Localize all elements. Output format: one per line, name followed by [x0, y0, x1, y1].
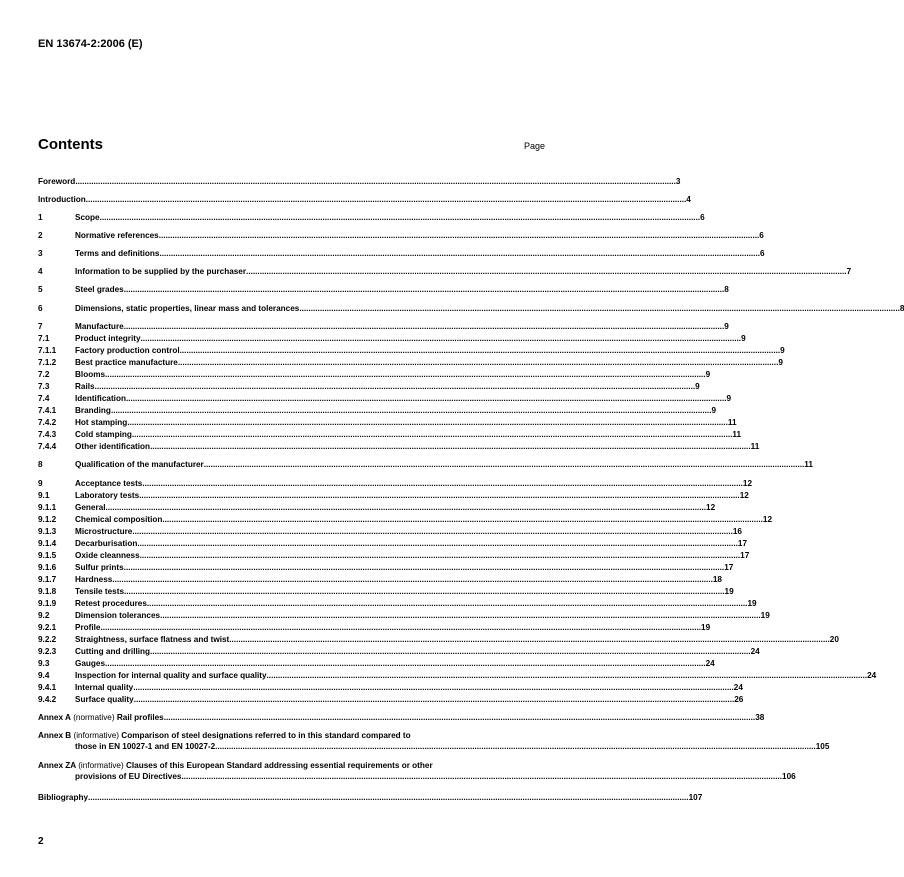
toc-entry-title: Cold stamping [75, 430, 132, 439]
toc-entry-page: 17 [737, 539, 747, 548]
toc-entry-page: 9 [741, 334, 746, 343]
toc-entry-number: 9.1.1 [38, 503, 57, 512]
dot-leader [299, 303, 900, 314]
toc-entry-title: Branding [75, 406, 111, 415]
toc-entry-page: 18 [712, 575, 722, 584]
toc-entry[interactable] [38, 321, 729, 332]
dot-leader [100, 622, 701, 633]
page-number: 2 [38, 836, 44, 847]
toc-entry[interactable] [38, 369, 711, 380]
toc-entry[interactable] [38, 682, 743, 693]
toc-entry-number: 7.2 [38, 370, 50, 379]
toc-entry-page: 19 [724, 587, 734, 596]
dot-leader [105, 369, 706, 380]
toc-entry-title: Acceptance tests [75, 479, 143, 488]
toc-entry[interactable] [38, 670, 877, 681]
annex-title: Clauses of this European Standard addressing essential requirements or other [125, 761, 433, 770]
toc-entry-number: 7.4 [38, 394, 50, 403]
annex-kind: (informative) [78, 761, 124, 770]
toc-entry-page: 9 [711, 406, 717, 415]
toc-entry-page: 11 [804, 460, 813, 469]
toc-entry[interactable] [38, 441, 760, 452]
dot-leader [124, 321, 725, 332]
toc-entry-page: 26 [734, 695, 744, 704]
toc-annex-entry[interactable] [38, 760, 796, 782]
dot-leader [124, 284, 725, 295]
annex-page: 106 [782, 772, 796, 781]
toc-entry[interactable] [38, 266, 852, 277]
annex-title: Comparison of steel designations referred to in this standard compared to [121, 731, 411, 740]
dot-leader [150, 441, 751, 452]
annex-title: Rail profiles [116, 713, 164, 722]
toc-entry[interactable] [38, 658, 715, 669]
toc-entry-page: 19 [701, 623, 711, 632]
dot-leader [126, 393, 727, 404]
dot-leader [139, 490, 740, 501]
toc-entry[interactable] [38, 429, 742, 440]
toc-entry-page: 11 [732, 430, 742, 439]
toc-entry-number: 9.2.1 [38, 623, 57, 632]
toc-entry-page: 9 [695, 382, 700, 391]
dot-leader [112, 574, 713, 585]
dot-leader [178, 357, 779, 368]
toc-entry[interactable] [38, 381, 700, 392]
toc-entry-page: 24 [733, 683, 743, 692]
dot-leader [127, 417, 728, 428]
toc-entry-number: 7.3 [38, 382, 50, 391]
toc-entry-page: 9 [778, 358, 783, 367]
toc-entry[interactable] [38, 574, 722, 585]
toc-entry-title: Tensile tests [75, 587, 124, 596]
dot-leader [95, 381, 696, 392]
toc-entry-page: 6 [759, 231, 764, 240]
toc-entry[interactable] [38, 514, 773, 525]
toc-entry[interactable] [38, 212, 705, 223]
toc-entry-number: 9.1.4 [38, 539, 57, 548]
toc-entry-title: Best practice manufacture [75, 358, 178, 367]
dot-leader [141, 333, 742, 344]
dot-leader [159, 230, 760, 241]
toc-entry-page: 17 [740, 551, 750, 560]
toc-entry[interactable] [38, 478, 753, 489]
dot-leader [75, 176, 676, 187]
toc-annex-entry[interactable] [38, 712, 765, 723]
toc-entry-title: Manufacture [75, 322, 124, 331]
toc-entry-title: Other identification [75, 442, 151, 451]
toc-entry-page: 11 [750, 442, 760, 451]
toc-entry[interactable] [38, 230, 764, 241]
toc-entry-title: Laboratory tests [75, 491, 140, 500]
toc-bibliography[interactable] [38, 792, 703, 803]
toc-entry-title: Internal quality [75, 683, 134, 692]
toc-entry-page: 17 [724, 563, 734, 572]
dot-leader [147, 598, 748, 609]
annex-label: Annex ZA [38, 761, 76, 770]
toc-entry-title: Rails [75, 382, 95, 391]
dot-leader [88, 792, 689, 803]
dot-leader [137, 538, 738, 549]
toc-entry[interactable] [38, 176, 681, 187]
dot-leader [159, 248, 760, 259]
toc-entry-page: 107 [688, 793, 703, 802]
annex-label: Annex B [38, 731, 72, 740]
toc-entry-title: Product integrity [75, 334, 141, 343]
toc-entry[interactable] [38, 550, 750, 561]
toc-entry-page: 12 [742, 479, 753, 488]
annex-page: 105 [815, 742, 830, 751]
dot-leader [162, 514, 763, 525]
toc-entry-page: 12 [762, 515, 773, 524]
toc-entry-page: 16 [732, 527, 742, 536]
dot-leader [267, 670, 868, 681]
toc-entry-page: 9 [726, 394, 732, 403]
toc-entry[interactable] [38, 333, 746, 344]
dot-leader [181, 771, 782, 782]
toc-entry[interactable] [38, 393, 732, 404]
annex-title-continued: provisions of EU Directives [75, 772, 182, 781]
toc-entry[interactable] [38, 538, 747, 549]
dot-leader [86, 194, 687, 205]
toc-entry-title: Sulfur prints [75, 563, 124, 572]
toc-entry-title: Factory production control [75, 346, 180, 355]
toc-entry-page: 12 [739, 491, 749, 500]
toc-entry-title: Hardness [75, 575, 113, 584]
dot-leader [106, 502, 707, 513]
dot-leader [215, 741, 816, 752]
toc-entry-title: Information to be supplied by the purchaser [75, 267, 247, 276]
dot-leader [124, 562, 725, 573]
toc-entry-page: 19 [747, 599, 757, 608]
toc-entry-page: 20 [829, 635, 839, 644]
toc-entry-number: 4 [38, 267, 43, 276]
toc-entry[interactable] [38, 598, 757, 609]
toc-entry-page: 8 [899, 304, 904, 313]
toc-entry-number: 5 [38, 285, 43, 294]
dot-leader [132, 526, 733, 537]
toc-entry-number: 7.4.3 [38, 430, 57, 439]
toc-entry-title: Decarburisation [75, 539, 138, 548]
toc-entry-number: 7 [38, 322, 43, 331]
toc-entry-number: 7.4.4 [38, 442, 57, 451]
toc-entry-page: 24 [867, 671, 877, 680]
dot-leader [134, 694, 735, 705]
toc-entry-page: 8 [724, 285, 729, 294]
toc-entry[interactable] [38, 562, 734, 573]
dot-leader [111, 405, 712, 416]
toc-entry-number: 9.1.5 [38, 551, 57, 560]
toc-entry-title: Steel grades [75, 285, 124, 294]
toc-entry-page: 3 [675, 177, 681, 186]
toc-entry-number: 7.4.1 [38, 406, 57, 415]
toc-annex-entry[interactable] [38, 730, 830, 752]
toc-entry-number: 9 [38, 479, 43, 488]
toc-entry-page: 6 [700, 213, 705, 222]
toc-entry-number: 7.1.2 [38, 358, 57, 367]
toc-entry-title: Dimension tolerances [75, 611, 161, 620]
toc-entry-number: 9.2 [38, 611, 50, 620]
toc-entry-title: Profile [75, 623, 101, 632]
toc-entry-page: 11 [727, 418, 737, 427]
dot-leader [133, 682, 734, 693]
dot-leader [140, 550, 741, 561]
toc-entry-number: 9.2.2 [38, 635, 57, 644]
toc-entry-title: Inspection for internal quality and surface quality [75, 671, 267, 680]
toc-entry-page: 24 [705, 659, 715, 668]
toc-entry-number: 9.1.6 [38, 563, 57, 572]
toc-entry-number: 9.1 [38, 491, 50, 500]
toc-entry-title: Hot stamping [75, 418, 128, 427]
toc-entry[interactable] [38, 586, 734, 597]
toc-entry-title: General [75, 503, 106, 512]
toc-entry-title: Terms and definitions [75, 249, 160, 258]
toc-entry-title: Chemical composition [75, 515, 163, 524]
dot-leader [124, 586, 725, 597]
toc-entry-number: 6 [38, 304, 43, 313]
dot-leader [229, 634, 830, 645]
page-title: Contents [38, 136, 103, 153]
annex-page: 38 [755, 713, 765, 722]
toc-entry[interactable] [38, 490, 749, 501]
toc-entry-number: 7.1 [38, 334, 50, 343]
annex-label: Annex A [38, 713, 71, 722]
toc-entry-number: 9.1.8 [38, 587, 57, 596]
dot-leader [100, 212, 701, 223]
toc-entry[interactable] [38, 345, 785, 356]
dot-leader [160, 610, 761, 621]
toc-entry-page: 9 [705, 370, 711, 379]
page-column-label: Page [523, 141, 545, 151]
toc-entry-number: 2 [38, 231, 43, 240]
dot-leader [150, 646, 751, 657]
toc-entry-title: Qualification of the manufacturer [75, 460, 204, 469]
toc-entry[interactable] [38, 622, 711, 633]
toc-entry-page: 6 [760, 249, 765, 258]
toc-entry-title: Introduction [38, 195, 86, 204]
toc-entry[interactable] [38, 248, 765, 259]
toc-entry[interactable] [38, 284, 729, 295]
document-header: EN 13674-2:2006 (E) [38, 38, 143, 50]
toc-entry-page: 19 [760, 611, 770, 620]
toc-entry[interactable] [38, 194, 691, 205]
toc-entry-page: 7 [846, 267, 852, 276]
toc-entry[interactable] [38, 526, 742, 537]
toc-entry-number: 9.4 [38, 671, 50, 680]
toc-entry-title: Surface quality [75, 695, 134, 704]
toc-entry-number: 7.1.1 [38, 346, 57, 355]
toc-entry-title: Straightness, surface flatness and twist [75, 635, 230, 644]
toc-entry[interactable] [38, 405, 717, 416]
toc-entry[interactable] [38, 634, 839, 645]
toc-entry[interactable] [38, 303, 904, 314]
toc-entry-page: 9 [724, 322, 729, 331]
toc-entry-title: Identification [75, 394, 126, 403]
dot-leader [142, 478, 743, 489]
dot-leader: .................................................................................................................................................................................................................................................................... [163, 713, 756, 722]
toc-entry[interactable] [38, 502, 716, 513]
annex-kind: (informative) [73, 731, 119, 740]
dot-leader [246, 266, 847, 277]
dot-leader [105, 658, 706, 669]
toc-entry-number: 8 [38, 460, 43, 469]
toc-entry-title: Blooms [75, 370, 106, 379]
toc-entry-number: 1 [38, 213, 43, 222]
annex-kind: (normative) [73, 713, 115, 722]
toc-entry-number: 9.1.9 [38, 599, 57, 608]
toc-entry-title: Dimensions, static properties, linear mass and tolerances [75, 304, 300, 313]
toc-entry-page: 12 [706, 503, 716, 512]
toc-entry-number: 9.4.2 [38, 695, 57, 704]
toc-entry-title: Retest procedures [75, 599, 147, 608]
toc-entry[interactable] [38, 646, 760, 657]
dot-leader [132, 429, 733, 440]
toc-entry-title: Normative references [75, 231, 159, 240]
annex-title-continued: those in EN 10027-1 and EN 10027-2 [75, 742, 216, 751]
dot-leader [204, 459, 805, 470]
toc-entry-number: 9.1.7 [38, 575, 57, 584]
toc-entry-title: Foreword [38, 177, 76, 186]
toc-entry[interactable] [38, 357, 783, 368]
toc-entry-page: 4 [686, 195, 691, 204]
dot-leader [180, 345, 781, 356]
toc-entry-page: 9 [780, 346, 785, 355]
toc-entry-number: 7.4.2 [38, 418, 57, 427]
toc-entry[interactable] [38, 694, 744, 705]
toc-entry-number: 9.3 [38, 659, 50, 668]
toc-entry[interactable] [38, 417, 737, 428]
toc-entry[interactable] [38, 610, 770, 621]
toc-entry-title: Scope [75, 213, 100, 222]
toc-entry[interactable] [38, 459, 813, 470]
toc-entry-number: 3 [38, 249, 43, 258]
toc-entry-number: 9.1.2 [38, 515, 57, 524]
toc-entry-title: Gauges [75, 659, 106, 668]
toc-entry-title: Microstructure [75, 527, 133, 536]
toc-entry-title: Oxide cleanness [75, 551, 140, 560]
toc-entry-number: 9.4.1 [38, 683, 57, 692]
toc-entry-number: 9.1.3 [38, 527, 57, 536]
toc-entry-title: Cutting and drilling [75, 647, 151, 656]
toc-entry-page: 24 [750, 647, 760, 656]
toc-entry-number: 9.2.3 [38, 647, 57, 656]
toc-entry-title: Bibliography [38, 793, 89, 802]
